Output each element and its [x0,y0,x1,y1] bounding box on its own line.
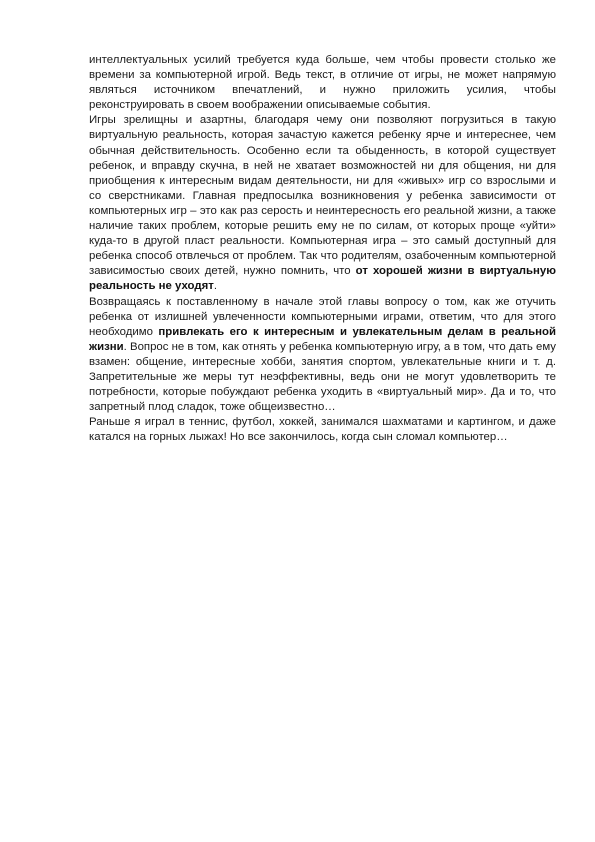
emphasis-text: от хорошей жизни в виртуальную реальность не уходят [89,265,556,293]
paragraph-3 [89,295,556,416]
body-text [89,53,556,445]
emphasis-text: привлекать его к интересным и увлекательным делам в реальной жизни [89,325,556,353]
paragraph-text: . [213,280,217,293]
paragraph-text: Раньше я играл в теннис, футбол, хоккей, занимался шахматами и картингом, и даже катался на горных лыжах! Но все закончилось, когда сын сломал компьютер… [89,416,556,444]
paragraph-2 [89,113,556,294]
paragraph-1 [89,53,556,113]
paragraph-text: Игры зрелищны и азартны, благодаря чему они позволяют погрузиться в такую виртуальную реальность, которая зачастую кажется ребенку ярче и интереснее, чем обычная действительность. Особенно если та обыденность, в которой существует ребенок, и вправду скучна, в ней не хватает возможностей ни для общения, ни для приобщения к интересным видам деятельности, ни для «живых» игр со взрослыми и со сверстниками. Главная предпосылка возникновения у ребенка зависимости от компьютерных игр – это как раз серость и неинтересность его реальной жизни, а также наличие таких проблем, которые решить ему не по силам, от которых проще «уйти» куда-то в другой пласт реальности. Компьютерная игра – это самый доступный для ребенка способ отвлечься от проблем. Так что родителям, озабоченным компьютерной зависимостью своих детей, нужно помнить, что [89,114,556,278]
paragraph-text: интеллектуальных усилий требуется куда больше, чем чтобы провести столько же времени за компьютерной игрой. Ведь текст, в отличие от игры, не может напрямую являться источником впечатлений, и нужно приложить усилия, чтобы реконструировать в своем воображении описываемые события. [89,54,556,112]
paragraph-4 [89,415,556,445]
paragraph-text: Возвращаясь к поставленному в начале этой главы вопросу о том, как же отучить ребенка от излишней увлеченности компьютерными играми, ответим, что для этого необходимо [89,295,556,338]
paragraph-text: . Вопрос не в том, как отнять у ребенка компьютерную игру, а в том, что дать ему взамен: общение, интересные хобби, занятия спортом, увлекательные книги и т. д. Запретительные же меры тут неэффективны, ведь они не могут удовлетворить те потребности, которые побуждают ребенка уходить в «виртуальный мир». Да и то, что запретный плод сладок, тоже общеизвестно… [89,340,556,414]
